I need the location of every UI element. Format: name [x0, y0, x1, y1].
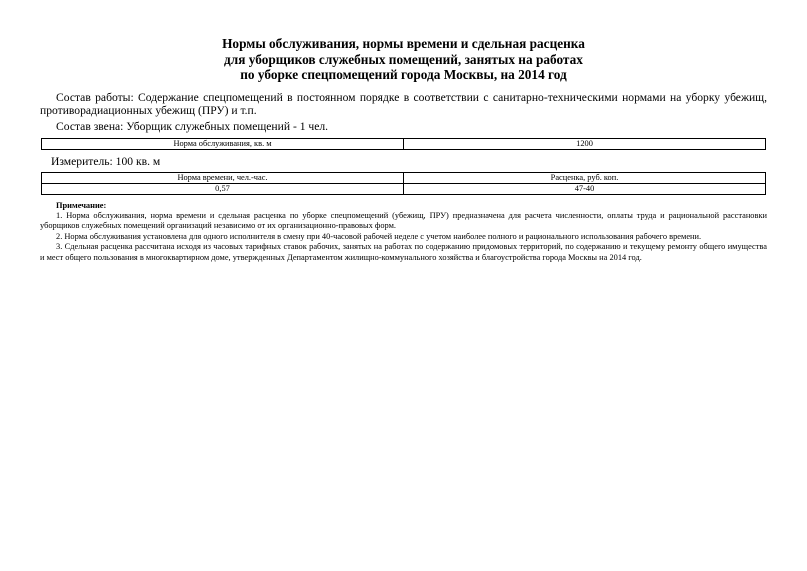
note-item-1: 1. Норма обслуживания, норма времени и сдельная расценка по уборке спецпомещений (убежищ, ПРУ) предназначена для расчета численности, оплаты труда и рациональной расстановки уборщиков служебных помещений организаций независимо от их организационно-правовых форм. [40, 210, 767, 231]
service-norm-value: 1200 [404, 139, 766, 150]
work-composition: Состав работы: Содержание спецпомещений в постоянном порядке в соответствии с санитарно-техническими нормами на уборку убежищ, противорадиационных убежищ (ПРУ) и т.п. [40, 90, 767, 118]
measure-unit: Измеритель: 100 кв. м [51, 154, 161, 168]
title-line-1: Нормы обслуживания, нормы времени и сдельная расценка [222, 36, 585, 51]
time-norm-header: Норма времени, чел.-час. [42, 173, 404, 184]
team-composition: Состав звена: Уборщик служебных помещений - 1 чел. [56, 119, 329, 133]
service-norm-table [41, 138, 766, 150]
note-item-2: 2. Норма обслуживания установлена для одного исполнителя в смену при 40-часовой рабочей неделе с учетом наиболее полного и рационального использования рабочего времени. [56, 231, 702, 241]
service-norm-header: Норма обслуживания, кв. м [42, 139, 404, 150]
note-item-3: 3. Сдельная расценка рассчитана исходя из часовых тарифных ставок рабочих, занятых на работах по содержанию придомовых территорий, по содержанию и текущему ремонту общего имущества и мест общего пользования в многоквартирном доме, утвержденных Департаментом жилищно-коммунального хозяйства и благоустройства города Москвы на 2014 год. [40, 242, 767, 263]
document-page [40, 36, 767, 264]
table-row [42, 184, 766, 195]
rate-value: 47-40 [404, 184, 766, 195]
table-header-row [42, 173, 766, 184]
rate-header: Расценка, руб. коп. [404, 173, 766, 184]
title-line-3: по уборке спецпомещений города Москвы, на 2014 год [240, 67, 567, 82]
time-norm-table [41, 172, 766, 194]
notes-title: Примечание: [56, 200, 107, 210]
notes-section [40, 201, 767, 264]
table-row [42, 139, 766, 150]
time-norm-value: 0,57 [42, 184, 404, 195]
title-line-2: для уборщиков служебных помещений, занятых на работах [224, 51, 583, 67]
document-title [40, 36, 767, 83]
